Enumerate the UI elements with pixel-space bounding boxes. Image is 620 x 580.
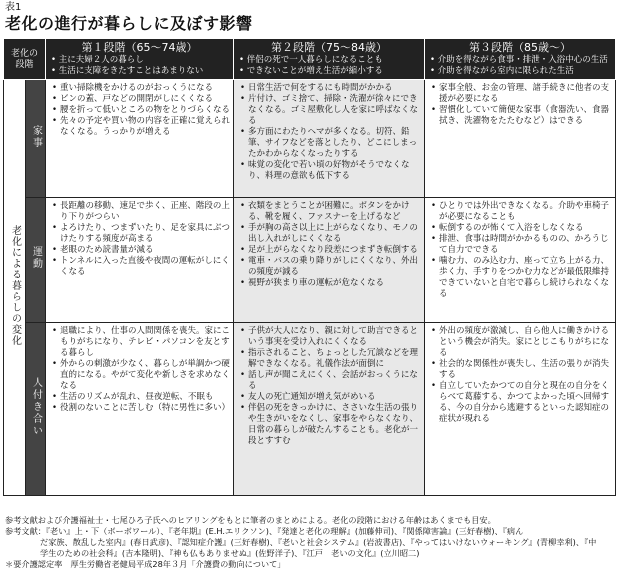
bullet-list	[431, 83, 612, 127]
cell-housework-stage2	[234, 80, 425, 198]
list-item: • 重い掃除機をかけるのがおっくうになる	[52, 83, 230, 94]
cell-social-stage2	[234, 323, 425, 496]
list-item: • 先々の予定や買い物の内容を正確に覚えられなくなる。うっかりが増える	[52, 116, 230, 138]
bullet-list	[52, 201, 230, 278]
list-item: • 視野が狭まり車の運転が危なくなる	[240, 278, 421, 289]
row-social	[4, 323, 616, 496]
stage-bullet: • 生活に支障をきたすことはあまりない	[51, 66, 204, 76]
list-item: • 退職により、仕事の人間関係を喪失。家にこもりがちになり、テレビ・パソコンを友とする暮らし	[52, 326, 230, 359]
footnotes	[5, 515, 617, 570]
stage-bullet: • 伴侶の死で一人暮らしになることも	[239, 55, 383, 65]
stage-2-title: 第２段階（75〜84歳）	[271, 41, 388, 54]
list-item: • 多方面にわたりヘマが多くなる。切符、鉛筆、サイフなどを落としたり、どこにしまったかわからなくなったりする	[240, 127, 421, 160]
list-item: • 排泄、食事は時間がかかるものの、かろうじて自力でできる	[431, 234, 612, 256]
stage-1-bullets	[46, 55, 233, 79]
stage-2-header	[234, 39, 425, 80]
stage-2-bullets	[234, 55, 424, 79]
list-item: • 友人の死亡通知が増え気がめいる	[240, 392, 421, 403]
bullet-list	[52, 326, 230, 414]
list-item: • 外出の頻度が激減し、自ら他人に働きかけるという機会が消失。家にとじこもりがちになる	[431, 326, 612, 359]
list-item: • 役割のないことに苦しむ（特に男性に多い）	[52, 403, 230, 414]
list-item: • 転倒するのが怖くて入浴をしなくなる	[431, 223, 612, 234]
corner-label-2: 段階	[15, 60, 34, 70]
category-housework: 家事	[26, 80, 46, 198]
note-line: だ家族、散乱した室内』(春日武彦)、『認知症介護』(三好春樹)、『老いと社会システム』(岩波書店)、『やってはいけないウォーキング』(青柳幸利)、『中	[40, 537, 597, 547]
list-item: • 習慣化していて簡便な家事（食器洗い、食器拭き、洗濯物をたたむなど）はできる	[431, 105, 612, 127]
stage-bullet: • できないことが増え生活が縮小する	[239, 66, 383, 76]
side-label-cell	[4, 80, 26, 496]
cell-exercise-stage1	[46, 198, 234, 323]
cell-social-stage1	[46, 323, 234, 496]
list-item: • 手が胸の高さ以上に上がらなくなり、モノの出し入れがしにくくなる	[240, 223, 421, 245]
note-line: 学生のための社会科』(吉本隆明)、『神も仏もありませぬ』(佐野洋子)、『江戸 老いの文化』(立川昭二)	[40, 548, 420, 558]
bullet-list	[431, 326, 612, 425]
stage-1-title: 第１段階（65〜74歳）	[81, 41, 198, 54]
cell-exercise-stage2	[234, 198, 425, 323]
cell-housework-stage1	[46, 80, 234, 198]
list-item: • 社会的な関係性が喪失し、生活の張りが消失する	[431, 359, 612, 381]
table-number: 表1	[5, 2, 22, 13]
stage-bullet: • 介助を得ながら食事・排泄・入浴中心の生活	[430, 55, 608, 65]
row-housework	[4, 80, 616, 198]
cell-exercise-stage3	[425, 198, 616, 323]
list-item: • ビンの蓋、戸などの開閉がしにくくなる	[52, 94, 230, 105]
list-item: • よろけたり、つまずいたり、足を家具にぶつけたりする頻度が高まる	[52, 223, 230, 245]
list-item: • 家事全般、お金の管理、諸手続きに他者の支援が必要になる	[431, 83, 612, 105]
list-item: • 片付け、ゴミ捨て、掃除・洗濯が徐々にできなくなる。ゴミ屋敷化し人を家に呼ばなくなる	[240, 94, 421, 127]
bullet-list	[240, 326, 421, 447]
list-item: • 伴侶の死をきっかけに、ささいな生活の張りや生きがいをなくし、家事をやらなくなり、日常の暮らしが破たんすることも。老化が一段とすすむ	[240, 403, 421, 447]
list-item: • 噛む力、のみ込む力、座って立ち上がる力、歩く力、手すりをつかむ力などが最低限維持できていないと自宅で暮らし続けられなくなる	[431, 256, 612, 300]
list-item: • ひとりでは外出できなくなる。介助や車椅子が必要になることも	[431, 201, 612, 223]
stage-bullet: • 主に夫婦２人の暮らし	[51, 55, 144, 65]
category-exercise: 運動	[26, 198, 46, 323]
note-line: ＊要介護認定率 厚生労働省老健局平成28年３月「介護費の動向について」	[5, 559, 286, 569]
list-item: • 老眼のため読書量が減る	[52, 245, 230, 256]
list-item: • 腰を折って低いところの物をとりづらくなる	[52, 105, 230, 116]
list-item: • 足が上がらなくなり段差につまずき転倒する	[240, 245, 421, 256]
list-item: • 日常生活で何をするにも時間がかかる	[240, 83, 421, 94]
table-title: 老化の進行が暮らしに及ぼす影響	[5, 14, 253, 33]
list-item: • 味覚の変化で若い頃の好物がそうでなくなり、料理の意欲も低下する	[240, 160, 421, 182]
list-item: • 電車・バスの乗り降りがしにくくなり、外出の頻度が減る	[240, 256, 421, 278]
list-item: • 生活のリズムが乱れ、昼夜逆転、不眠も	[52, 392, 230, 403]
stage-3-title: 第３段階（85歳〜）	[469, 41, 572, 54]
category-social: 人付き合い	[26, 323, 46, 496]
bullet-list	[240, 83, 421, 182]
header-corner	[4, 39, 46, 80]
stage-3-bullets	[425, 55, 615, 79]
aging-table	[3, 38, 616, 496]
note-line: 参考文献および介護福祉士・七尾ひろ子氏へのヒアリングをもとに筆者のまとめによる。老化の段階における年齢はあくまでも目安。	[5, 515, 496, 525]
list-item: • 外からの刺激が少なく、暮らしが単調かつ硬直的になる。やがて変化や新しさを求めなくなる	[52, 359, 230, 392]
bullet-list	[52, 83, 230, 138]
stage-1-header	[46, 39, 234, 80]
list-item: • 話し声が聞こえにくく、会話がおっくうになる	[240, 370, 421, 392]
list-item: • トンネルに入った直後や夜間の運転がしにくくなる	[52, 256, 230, 278]
bullet-list	[431, 201, 612, 300]
list-item: • 衣類をまとうことが困難に。ボタンをかける、靴を履く、ファスナーを上げるなど	[240, 201, 421, 223]
list-item: • 子供が大人になり、親に対して助言できるという事実を受け入れにくくなる	[240, 326, 421, 348]
header-row	[4, 39, 616, 80]
stage-3-header	[425, 39, 616, 80]
list-item: • 指示されること、ちょっとした冗談などを理解できなくなる。礼儀作法が面倒に	[240, 348, 421, 370]
stage-bullet: • 介助を得ながら室内に限られた生活	[430, 66, 574, 76]
corner-label-1: 老化の	[11, 49, 39, 59]
note-line: 参考文献：『老い』上・下（ボーボワール）、『老年期』(E.H.エリクソン)、『発達と老化の理解』(加藤伸司)、『関係障害論』(三好春樹)、『病ん	[5, 526, 524, 536]
list-item: • 長距離の移動、速足で歩く、正座、階段の上り下りがつらい	[52, 201, 230, 223]
row-exercise	[4, 198, 616, 323]
side-label: 老化による暮らしの変化	[9, 225, 21, 346]
list-item: • 自立していたかつての自分と現在の自分をくらべて葛藤する、かつてよかった頃へ回帰する、今の自分から逃避するといった認知症の症状が現れる	[431, 381, 612, 425]
bullet-list	[240, 201, 421, 289]
cell-housework-stage3	[425, 80, 616, 198]
cell-social-stage3	[425, 323, 616, 496]
